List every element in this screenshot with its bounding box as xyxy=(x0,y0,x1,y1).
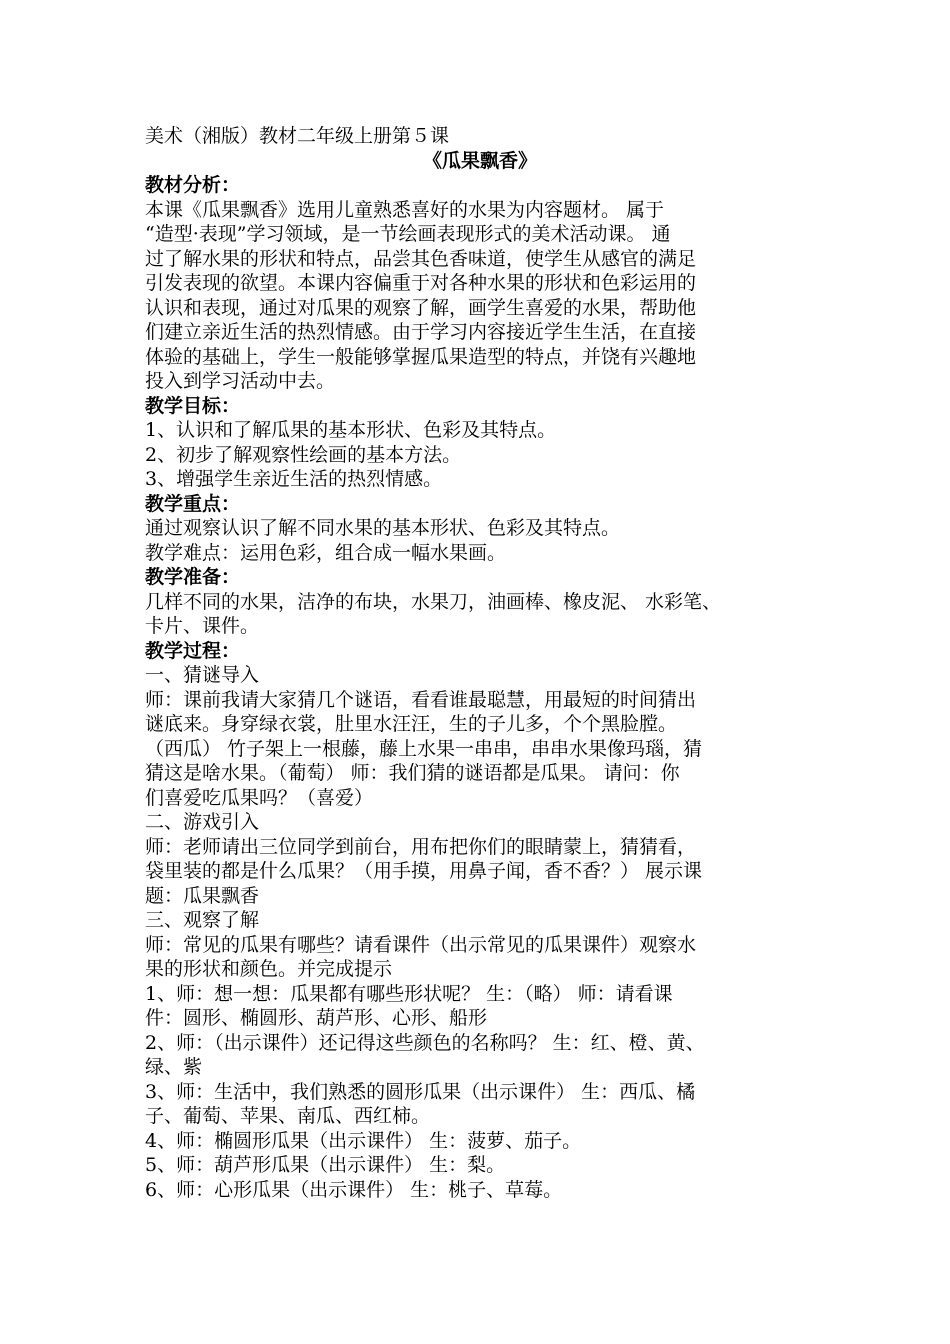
text-line: 果的形状和颜色。并完成提示 xyxy=(145,958,393,980)
text-line: 师：课前我请大家猜几个谜语，看看谁最聪慧，用最短的时间猜出 xyxy=(145,688,697,711)
text-line: 5、师：葫芦形瓜果（出示课件） 生：梨。 xyxy=(145,1154,506,1176)
text-line: 卡片、课件。 xyxy=(145,615,260,637)
text-line: 师：常见的瓜果有哪些？请看课件（出示常见的瓜果课件）观察水 xyxy=(145,933,697,956)
lesson-title: 《瓜果飘香》 xyxy=(422,149,537,172)
text-line: 绿、紫 xyxy=(145,1056,203,1078)
text-line: 袋里装的都是什么瓜果？（用手摸，用鼻子闻，香不香？） 展示课 xyxy=(145,860,703,882)
text-line: 1、认识和了解瓜果的基本形状、色彩及其特点。 xyxy=(145,419,557,441)
text-line: 们喜爱吃瓜果吗？（喜爱） xyxy=(145,786,374,809)
section-heading: 教学过程： xyxy=(145,639,241,662)
text-line: 3、增强学生亲近生活的热烈情感。 xyxy=(145,468,443,490)
text-line: 2、师：（出示课件）还记得这些颜色的名称吗？ 生：红、橙、黄、 xyxy=(145,1031,705,1054)
text-line: 4、师：椭圆形瓜果（出示课件） 生：菠萝、茄子。 xyxy=(145,1129,582,1152)
text-line: 认识和表现，通过对瓜果的观察了解，画学生喜爱的水果，帮助他 xyxy=(145,296,697,319)
text-line: 体验的基础上，学生一般能够掌握瓜果造型的特点，并饶有兴趣地 xyxy=(145,345,697,368)
text-line: 过了解水果的形状和特点，品尝其色香味道，使学生从感官的满足 xyxy=(145,247,697,270)
text-line: 题：瓜果飘香 xyxy=(145,884,260,907)
text-line: “造型·表现”学习领域，是一节绘画表现形式的美术活动课。 通 xyxy=(145,223,671,245)
text-line: 子、葡萄、苹果、南瓜、西红柿。 xyxy=(145,1105,431,1127)
text-line: 师：老师请出三位同学到前台，用布把你们的眼睛蒙上，猜猜看， xyxy=(145,835,697,858)
text-line: 猜这是啥水果。（葡萄） 师：我们猜的谜语都是瓜果。 请问：你 xyxy=(145,762,680,784)
document-page xyxy=(145,124,815,1202)
text-line: 们建立亲近生活的热烈情感。由于学习内容接近学生生活，在直接 xyxy=(145,321,697,343)
text-line: 谜底来。身穿绿衣裳，肚里水汪汪，生的子儿多，个个黑脸膛。 xyxy=(145,713,678,735)
section-heading: 教学准备： xyxy=(145,566,241,588)
section-heading: 教学目标： xyxy=(145,394,241,417)
text-line: 件：圆形、椭圆形、葫芦形、心形、船形 xyxy=(145,1007,488,1029)
text-line: 2、初步了解观察性绘画的基本方法。 xyxy=(145,443,462,466)
text-line: 1、师：想一想：瓜果都有哪些形状呢？ 生：（略） 师：请看课 xyxy=(145,982,673,1005)
text-line: （西瓜） 竹子架上一根藤，藤上水果一串串，串串水果像玛瑙，猜 xyxy=(145,737,703,760)
text-line: 投入到学习活动中去。 xyxy=(145,370,336,392)
section-heading: 教学重点： xyxy=(145,492,241,515)
text-line: 一、猜谜导入 xyxy=(145,664,260,686)
text-line: 6、师：心形瓜果（出示课件） 生：桃子、草莓。 xyxy=(145,1178,563,1201)
text-line: 引发表现的欲望。本课内容偏重于对各种水果的形状和色彩运用的 xyxy=(145,272,697,294)
text-line: 3、师：生活中，我们熟悉的圆形瓜果（出示课件） 生：西瓜、橘 xyxy=(145,1080,696,1103)
document-header: 美术（湘版）教材二年级上册第５课 xyxy=(145,125,450,147)
text-line: 通过观察认识了解不同水果的基本形状、色彩及其特点。 xyxy=(145,517,621,539)
text-line: 二、游戏引入 xyxy=(145,811,260,833)
text-line: 本课《瓜果飘香》选用儿童熟悉喜好的水果为内容题材。 属于 xyxy=(145,198,665,221)
text-line: 几样不同的水果，洁净的布块，水果刀，油画棒、橡皮泥、 水彩笔、 xyxy=(145,590,722,613)
text-line: 教学难点：运用色彩，组合成一幅水果画。 xyxy=(145,541,507,564)
text-line: 三、观察了解 xyxy=(145,909,260,931)
section-heading: 教材分析： xyxy=(145,174,241,196)
